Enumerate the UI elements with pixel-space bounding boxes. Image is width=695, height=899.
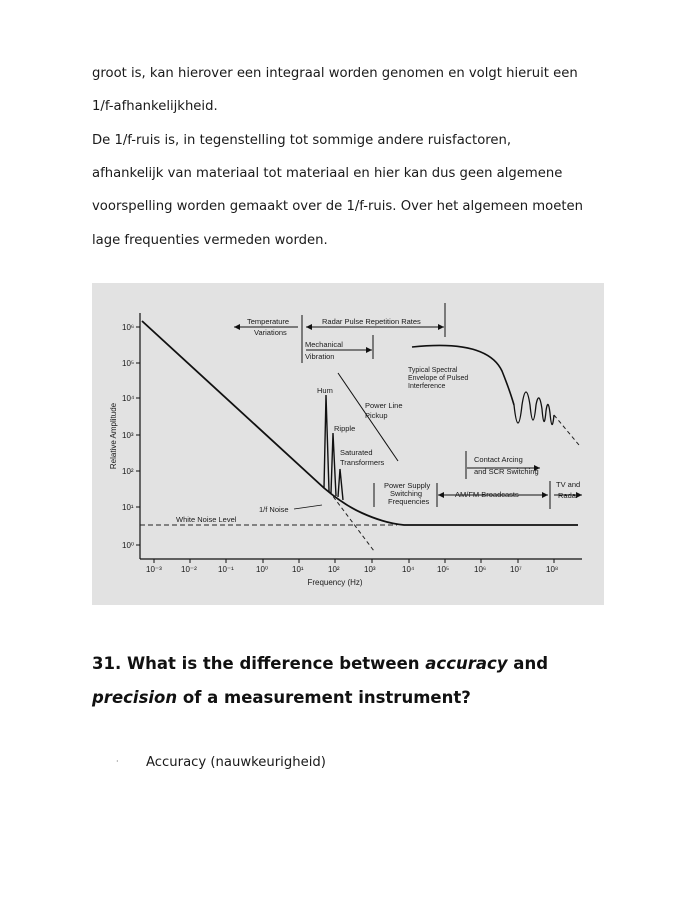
question-and-text: and	[507, 654, 548, 673]
y-tick-label: 10⁵	[122, 359, 135, 368]
term-accuracy: accuracy	[425, 654, 508, 673]
arrowhead	[306, 324, 312, 330]
x-tick-label: 10³	[364, 565, 376, 574]
one-over-f-extension-line	[329, 491, 374, 551]
pulsed-envelope-lobes	[514, 392, 554, 425]
ripple-spike	[331, 433, 336, 496]
paragraph-line: voorspelling worden gemaakt over de 1/f-ruis. Over het algemeen moeten	[92, 199, 583, 214]
label-temperature: Variations	[254, 328, 287, 337]
x-tick-label: 10⁶	[474, 565, 487, 574]
label-mechanical: Vibration	[305, 352, 335, 361]
x-tick-label: 10⁵	[437, 565, 450, 574]
noise-spectrum-figure	[92, 283, 604, 605]
pulsed-envelope-tail	[554, 415, 579, 445]
x-tick-label: 10⁷	[510, 565, 522, 574]
x-tick-label: 10⁻²	[181, 565, 197, 574]
label-ripple: Ripple	[334, 424, 356, 433]
term-precision: precision	[92, 688, 178, 707]
x-tick-label: 10⁸	[546, 565, 559, 574]
paragraph-line: lage frequenties vermeden worden.	[92, 233, 328, 248]
y-tick-marks	[136, 327, 140, 545]
x-tick-label: 10⁻¹	[218, 565, 234, 574]
label-spectral: Envelope of Pulsed	[408, 375, 469, 382]
question-heading-line2	[92, 688, 471, 707]
question-heading-line1	[92, 654, 548, 673]
label-spectral: Typical Spectral	[408, 367, 458, 374]
x-tick-label: 10⁴	[402, 565, 415, 574]
x-tick-label: 10⁰	[256, 565, 269, 574]
question-number-text: 31. What is the difference between	[92, 654, 426, 673]
hum-spike	[324, 395, 329, 491]
saturated-spike	[338, 469, 343, 500]
y-tick-label: 10⁴	[122, 394, 135, 403]
label-radar: Radar Pulse Repetition Rates	[322, 317, 421, 326]
label-saturated: Saturated	[340, 448, 373, 457]
arrowhead	[438, 324, 444, 330]
label-power-line: Pickup	[365, 411, 388, 420]
arrowhead	[234, 324, 240, 330]
bullet-item-accuracy: Accuracy (nauwkeurigheid)	[146, 755, 326, 770]
noise-spectrum-plot	[92, 283, 604, 605]
y-tick-label: 10⁶	[122, 323, 135, 332]
paragraph-line: groot is, kan hierover een integraal worden genomen en volgt hieruit een	[92, 66, 578, 81]
y-tick-label: 10⁰	[122, 541, 135, 550]
arrowhead	[366, 347, 372, 353]
label-power-supply: Power Supply	[384, 481, 431, 490]
y-tick-label: 10²	[122, 467, 134, 476]
label-hum: Hum	[317, 386, 333, 395]
label-contact: Contact Arcing	[474, 455, 523, 464]
label-white-noise: White Noise Level	[176, 515, 237, 524]
one-over-f-pointer	[294, 505, 322, 509]
label-one-over-f: 1/f Noise	[259, 505, 289, 514]
label-temperature: Temperature	[247, 317, 290, 326]
arrowhead	[438, 492, 444, 498]
paragraph-line: afhankelijk van materiaal tot materiaal en hier kan dus geen algemene	[92, 166, 563, 181]
paragraph-line: De 1/f-ruis is, in tegenstelling tot sommige andere ruisfactoren,	[92, 133, 512, 148]
y-tick-label: 10¹	[122, 503, 134, 512]
label-contact: and SCR Switching	[474, 467, 539, 476]
x-tick-label: 10¹	[292, 565, 304, 574]
paragraph-line: 1/f-afhankelijkheid.	[92, 99, 218, 114]
bullet-marker: ·	[116, 757, 119, 766]
x-axis-title: Frequency (Hz)	[307, 578, 363, 587]
label-saturated: Transformers	[340, 458, 385, 467]
y-axis-title: Relative Amplitude	[109, 402, 118, 470]
arrowhead	[542, 492, 548, 498]
label-amfm: AM/FM Broadcasts	[455, 490, 519, 499]
question-rest-text: of a measurement instrument?	[177, 688, 471, 707]
y-tick-label: 10³	[122, 431, 134, 440]
label-tv-radar: Radar	[558, 491, 579, 500]
label-power-supply: Switching	[390, 489, 423, 498]
label-spectral: Interference	[408, 383, 446, 390]
label-mechanical: Mechanical	[305, 340, 343, 349]
x-tick-label: 10²	[328, 565, 340, 574]
x-tick-label: 10⁻³	[146, 565, 162, 574]
label-tv-radar: TV and	[556, 480, 581, 489]
label-power-line: Power Line	[365, 401, 403, 410]
label-power-supply: Frequencies	[388, 497, 430, 506]
